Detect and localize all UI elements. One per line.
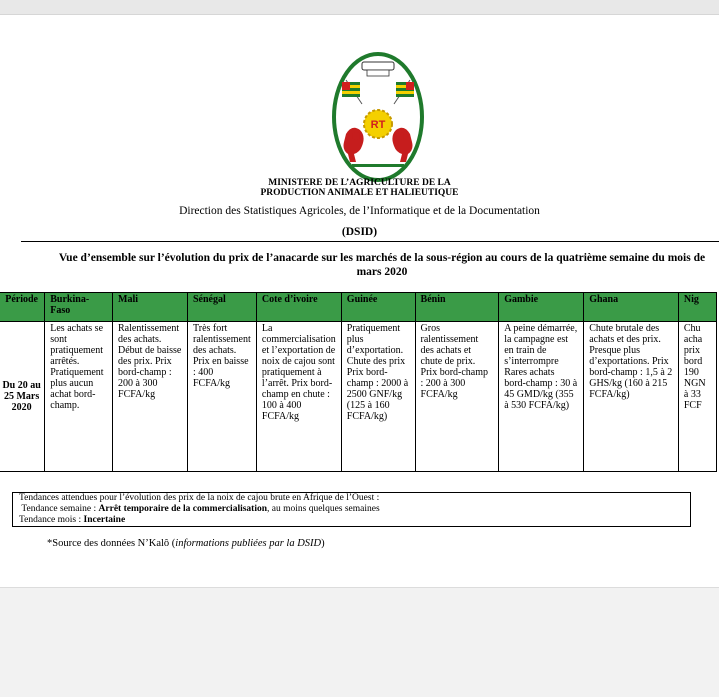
trend-month (19, 515, 684, 526)
report-title: Vue d’ensemble sur l’évolution du prix de l’anacarde sur les marchés de la sous-région au cours de la quatrième semaine du mois de mars 2020 (58, 252, 706, 278)
coat-of-arms-emblem (332, 52, 424, 182)
trend-week (19, 504, 684, 515)
cell-ghana: Chute brutale des achats et des prix. Presque plus d’exportations. Prix bord-champ : 1,5 à 2 GHS/kg (160 à 215 FCFA/kg) (584, 322, 679, 472)
header-gambie: Gambie (499, 293, 584, 322)
period-cell: Du 20 au 25 Mars 2020 (0, 322, 45, 472)
header-senegal: Sénégal (187, 293, 256, 322)
ministry-line-2: PRODUCTION ANIMALE ET HALIEUTIQUE (260, 188, 459, 198)
header-guinee: Guinée (341, 293, 415, 322)
viewer-top-bar (0, 0, 719, 15)
trend-week-label: Tendance semaine : (21, 504, 97, 514)
direction-name: Direction des Statistiques Agricoles, de l’Informatique et de la Documentation (179, 205, 540, 217)
source-note (47, 538, 325, 549)
source-prefix: *Source des données N’Kalô ( (47, 538, 176, 549)
cell-guinee: Pratiquement plus d’exportation. Chute des prix Prix bord-champ : 2000 à 2500 GNF/kg (125 à 160 FCFA/kg) (341, 322, 415, 472)
table-header-row (0, 293, 717, 322)
table-row (0, 322, 717, 472)
trend-month-value: Incertaine (83, 515, 126, 525)
cell-senegal: Très fort ralentissement des achats. Prix en baisse : 400 FCFA/kg (187, 322, 256, 472)
trends-box (12, 492, 691, 527)
viewer-background (0, 587, 719, 697)
cell-benin: Gros ralentissement des achats et chute de prix. Prix bord-champ : 200 à 300 FCFA/kg (415, 322, 499, 472)
header-cote-divoire: Cote d’ivoire (256, 293, 341, 322)
header-ghana: Ghana (584, 293, 679, 322)
svg-text:RT: RT (370, 119, 386, 131)
trend-week-suffix: , au moins quelques semaines (267, 504, 380, 514)
cell-mali: Ralentissement des achats. Début de baisse des prix. Prix bord-champ : 200 à 300 FCFA/kg (113, 322, 188, 472)
ministry-line-1: MINISTERE DE L’AGRICULTURE DE LA (268, 178, 451, 188)
cell-burkina-faso: Les achats se sont pratiquement arrêtés. Pratiquement plus aucun achat bord-champ. (45, 322, 113, 472)
trend-month-label: Tendance mois : (19, 515, 82, 525)
header-benin: Bénin (415, 293, 499, 322)
cell-cote-divoire: La commercialisation et l’exportation de noix de cajou sont pratiquement à l’arrêt. Prix bord-champ en chute : 100 à 400 FCFA/kg (256, 322, 341, 472)
source-suffix: ) (321, 538, 325, 549)
header-nigeria: Nig (678, 293, 716, 322)
cell-gambie: A peine démarrée, la campagne est en train de s’interrompre Rares achats bord-champ : 30 à 45 GMD/kg (355 à 530 FCFA/kg) (499, 322, 584, 472)
price-overview-table (0, 292, 717, 472)
header-burkina-faso: Burkina-Faso (45, 293, 113, 322)
header-period: Période (0, 293, 45, 322)
dsid-label: (DSID) (341, 226, 378, 238)
trends-intro: Tendances attendues pour l’évolution des prix de la noix de cajou brute en Afrique de l’Ouest : (19, 493, 380, 503)
trend-week-value: Arrêt temporaire de la commercialisation (98, 504, 268, 514)
cell-nigeria: Chu acha prix bord 190 NGN à 33 FCF (678, 322, 716, 472)
header-mali: Mali (113, 293, 188, 322)
document-page (0, 15, 719, 587)
source-italic: informations publiées par la DSID (175, 538, 322, 549)
header-divider (21, 241, 719, 242)
